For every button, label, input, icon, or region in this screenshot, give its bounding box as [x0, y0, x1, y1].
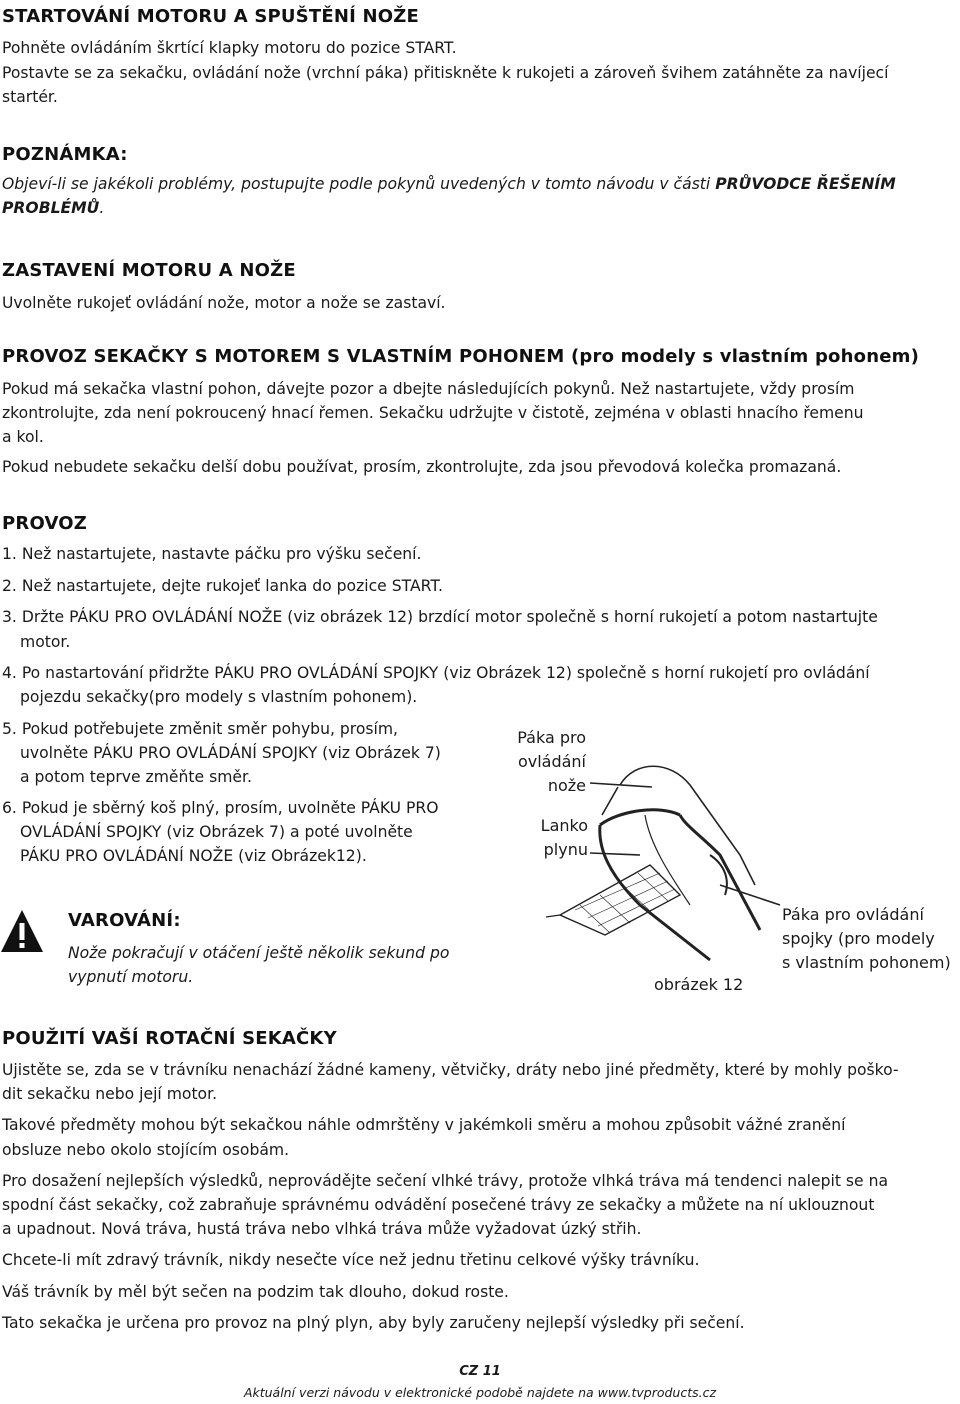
warning-icon: [0, 908, 44, 954]
figure-label-clutch-line3: s vlastním pohonem): [782, 953, 951, 972]
usage-p1-line1: Ujistěte se, zda se v trávníku nenachází žádné kameny, větvičky, dráty nebo jiné předměty, které by mohly poško-: [2, 1061, 899, 1079]
figure-label-blade-line1: Páka pro: [517, 728, 586, 747]
leader-line-clutch: [720, 885, 780, 905]
handle-top-bar: [600, 810, 680, 825]
figure-caption: obrázek 12: [654, 975, 744, 994]
mesh-line: [588, 881, 668, 918]
section-title-selfpropelled: PROVOZ SEKAČKY S MOTOREM S VLASTNÍM POHONEM (pro modely s vlastním pohonem): [2, 346, 920, 367]
note-text: Objeví-li se jakékoli problémy, postupujte podle pokynů uvedených v tomto návodu v části: [2, 175, 716, 193]
note-reference-bold-2: PROBLÉMŮ: [2, 199, 100, 217]
usage-p1-line2: dit sekačku nebo její motor.: [2, 1085, 218, 1103]
usage-p6: Tato sekačka je určena pro provoz na plný plyn, aby byly zaručeny nejlepší výsledky při sečení.: [2, 1314, 745, 1332]
usage-p4: Chcete-li mít zdravý trávník, nikdy nesečte více než jednu třetinu celkové výšky trávníku.: [2, 1251, 700, 1269]
usage-p2-line2: obsluze nebo okolo stojícím osobám.: [2, 1141, 290, 1159]
blade-lever-arm: [602, 787, 618, 815]
note-tail: .: [99, 199, 105, 217]
throttle-cable: [645, 815, 690, 905]
start-text-line1: Pohněte ovládáním škrtící klapky motoru do pozice START.: [2, 39, 457, 57]
section-title-note: POZNÁMKA:: [2, 144, 128, 165]
operation-item-6c: PÁKU PRO OVLÁDÁNÍ NOŽE (viz Obrázek12).: [20, 847, 367, 865]
operation-item-1: 1. Než nastartujete, nastavte páčku pro výšku sečení.: [2, 545, 422, 563]
mesh-line: [638, 873, 668, 901]
figure-label-clutch-line2: spojky (pro modely: [782, 929, 935, 948]
operation-item-2: 2. Než nastartujete, dejte rukojeť lanka do pozice START.: [2, 577, 443, 595]
section-title-operation: PROVOZ: [2, 513, 88, 534]
operation-item-6b: OVLÁDÁNÍ SPOJKY (viz Obrázek 7) a poté uvolněte: [20, 823, 413, 841]
warning-title: VAROVÁNÍ:: [68, 910, 181, 931]
usage-p5: Váš trávník by měl být sečen na podzim tak dlouho, dokud roste.: [2, 1283, 509, 1301]
figure-label-blade-line2: ovládání: [517, 752, 586, 771]
note-reference-bold: PRŮVODCE ŘEŠENÍM: [715, 175, 896, 193]
operation-item-3a: 3. Držte PÁKU PRO OVLÁDÁNÍ NOŽE (viz obrázek 12) brzdící motor společně s horní rukojetí a potom nastartujte: [2, 608, 878, 626]
mower-illustration: [540, 755, 800, 970]
selfpropelled-line2: zkontrolujte, zda není pokroucený hnací řemen. Sekačku udržujte v čistotě, zejména v oblasti hnacího řemenu: [2, 404, 864, 422]
operation-item-5a: 5. Pokud potřebujete změnit směr pohybu, prosím,: [2, 720, 398, 738]
note-text-line1: [2, 172, 896, 196]
figure-label-clutch-line1: Páka pro ovládání: [782, 905, 924, 924]
mesh-line: [598, 889, 675, 926]
operation-item-3b: motor.: [20, 633, 71, 651]
stop-text: Uvolněte rukojeť ovládání nože, motor a nože se zastaví.: [2, 294, 446, 312]
figure-label-blade-line3: nože: [547, 776, 586, 795]
figure-label-clutch-lever: [782, 903, 951, 975]
operation-item-4b: pojezdu sekačky(pro modely s vlastním pohonem).: [20, 688, 418, 706]
grass-catcher-outline: [560, 865, 680, 935]
start-text-line2: Postavte se za sekačku, ovládání nože (vrchní páka) přitiskněte k rukojeti a zároveň švihem zatáhněte za navíjecí: [2, 64, 889, 82]
usage-p3-line3: a upadnout. Nová tráva, hustá tráva nebo vlhká tráva může vyžadovat úzký střih.: [2, 1220, 642, 1238]
operation-item-5b: uvolněte PÁKU PRO OVLÁDÁNÍ SPOJKY (viz Obrázek 7): [20, 744, 441, 762]
grass-catcher-edge: [546, 915, 560, 917]
usage-p2-line1: Takové předměty mohou být sekačkou náhle odmrštěny v jakémkoli směru a mohou způsobit vážné zranění: [2, 1116, 846, 1134]
mesh-line: [620, 883, 650, 911]
selfpropelled-line1: Pokud má sekačka vlastní pohon, dávejte pozor a dbejte následujících pokynů. Než nastartujete, vždy prosím: [2, 380, 855, 398]
mesh-line: [600, 895, 630, 923]
figure-label-throttle-line2: plynu: [543, 840, 588, 859]
usage-p3-line1: Pro dosažení nejlepších výsledků, neprovádějte sečení vlhké trávy, protože vlhká tráva má tendenci nalepit se na: [2, 1172, 889, 1190]
page-number: CZ 11: [459, 1364, 501, 1379]
section-title-stop: ZASTAVENÍ MOTORU A NOŽE: [2, 260, 296, 281]
selfpropelled-line3: a kol.: [2, 428, 44, 446]
leader-line-throttle: [590, 853, 640, 855]
note-text-line2: [2, 196, 104, 220]
footer-note: Aktuální verzi návodu v elektronické podobě najdete na www.tvproducts.cz: [243, 1385, 717, 1400]
usage-p3-line2: spodní část sekačky, což zabraňuje správnému odvádění posečené trávy ze sekačky a můžete na ní uklouznout: [2, 1196, 875, 1214]
operation-item-5c: a potom teprve změňte směr.: [20, 768, 252, 786]
warning-line2: vypnutí motoru.: [68, 968, 194, 986]
mesh-line: [580, 905, 610, 933]
operation-item-4a: 4. Po nastartování přidržte PÁKU PRO OVLÁDÁNÍ SPOJKY (viz Obrázek 12) společně s horní rukojetí pro ovládání: [2, 664, 870, 682]
selfpropelled-line4: Pokud nebudete sekačku delší dobu používat, prosím, zkontrolujte, zda jsou převodová kolečka promazaná.: [2, 458, 842, 476]
section-title-start: STARTOVÁNÍ MOTORU A SPUŠTĚNÍ NOŽE: [2, 6, 419, 27]
section-title-usage: POUŽITÍ VAŠÍ ROTAČNÍ SEKAČKY: [2, 1028, 337, 1049]
start-text-line3: startér.: [2, 88, 58, 106]
warning-line1: Nože pokračují v otáčení ještě několik sekund po: [68, 944, 450, 962]
operation-item-6a: 6. Pokud je sběrný koš plný, prosím, uvolněte PÁKU PRO: [2, 799, 439, 817]
figure-label-throttle-line1: Lanko: [540, 816, 588, 835]
